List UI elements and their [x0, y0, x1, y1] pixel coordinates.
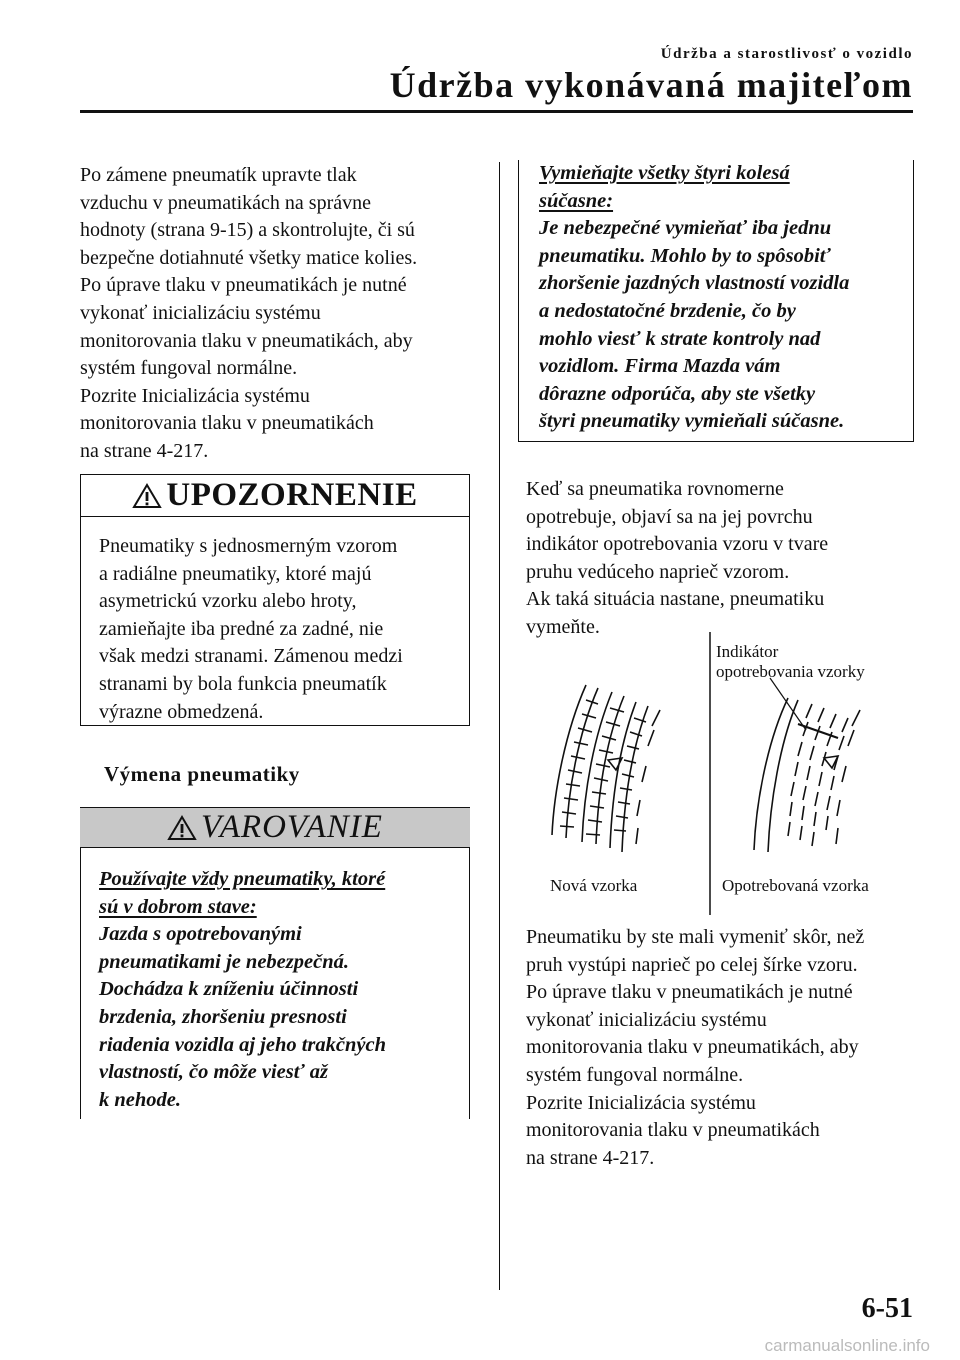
watermark: carmanualsonline.info: [764, 1336, 930, 1355]
section-header: Údržba a starostlivosť o vozidlo: [660, 46, 913, 62]
warning-box-left: [80, 807, 470, 1119]
warning-heading-left: Používajte vždy pneumatiky, ktoré sú v dobrom stave:: [99, 868, 386, 918]
warning-title-text: VAROVANIE: [201, 809, 383, 845]
replace-paragraph: Pneumatiku by ste mali vymeniť skôr, než pruh vystúpi naprieč po celej šírke vzoru. Po úprave tlaku v pneumatikách je nutné vykonať inicializáciu systému monitorovania tlaku v pneumatikách, aby systém fungoval normálne. Pozrite Inicializácia systému monitorovania tlaku v pneumatikách na strane 4-217.: [526, 926, 865, 1169]
warning-text-right: Je nebezpečné vymieňať iba jednu pneumatiku. Mohlo by to spôsobiť zhoršenie jazdných vlastností vozidla a nedostatočné brzdenie, čo by mohlo viesť k strate kontroly nad vozidlom. Firma Mazda vám dôrazne odporúča, aby ste všetky štyri pneumatiky vymieňali súčasne.: [539, 217, 850, 433]
caution-title-text: UPOZORNENIE: [166, 477, 418, 513]
warning-box-right: [518, 160, 914, 442]
wear-paragraph: Keď sa pneumatika rovnomerne opotrebuje, objaví sa na jej povrchu indikátor opotrebovania vzoru v tvare pruhu vedúceho naprieč vzorom. Ak taká situácia nastane, pneumatiku vymeňte.: [526, 478, 829, 638]
warning-title: [80, 807, 470, 848]
warning-heading-right: Vymieňajte všetky štyri kolesá súčasne:: [539, 162, 790, 212]
column-divider: [499, 162, 500, 1290]
worn-tread-label: Opotrebovaná vzorka: [722, 876, 869, 895]
warning-body-left: [80, 848, 470, 1119]
new-tread-label: Nová vzorka: [550, 876, 638, 895]
tread-figure: [526, 630, 916, 920]
page-number: 6-51: [861, 1293, 913, 1324]
header-rule: [80, 110, 913, 113]
section-topic: Výmena pneumatiky: [104, 762, 300, 786]
caution-title: [81, 475, 469, 517]
warning-triangle-icon: [132, 483, 162, 509]
intro-paragraph: Po zámene pneumatík upravte tlak vzduchu v pneumatikách na správne hodnoty (strana 9-15) a skontrolujte, či sú bezpečne dotiahnuté všetky matice kolies. Po úprave tlaku v pneumatikách je nutné vykonať inicializáciu systému monitorovania tlaku v pneumatikách, aby systém fungoval normálne. Pozrite Inicializácia systému monitorovania tlaku v pneumatikách na strane 4-217.: [80, 164, 418, 462]
warning-text-left: Jazda s opotrebovanými pneumatikami je nebezpečná. Dochádza k zníženiu účinnosti brzdenia, zhoršeniu presnosti riadenia vozidla aj jeho trakčných vlastností, čo môže viesť až k nehode.: [99, 923, 386, 1111]
warning-triangle-icon: [167, 815, 197, 841]
warning-body-right: [518, 160, 914, 442]
caution-text: Pneumatiky s jednosmerným vzorom a radiálne pneumatiky, ktoré majú asymetrickú vzorku alebo hroty, zamieňajte iba predné za zadné, nie však medzi stranami. Zámenou medzi stranami by bola funkcia pneumatík výrazne obmedzená.: [99, 535, 403, 723]
indicator-label: Indikátor opotrebovania vzorky: [716, 642, 865, 681]
caution-box: [80, 474, 470, 726]
worn-tread-illustration: [754, 678, 860, 852]
page-title: Údržba vykonávaná majiteľom: [389, 65, 913, 105]
new-tread-illustration: [552, 685, 660, 852]
